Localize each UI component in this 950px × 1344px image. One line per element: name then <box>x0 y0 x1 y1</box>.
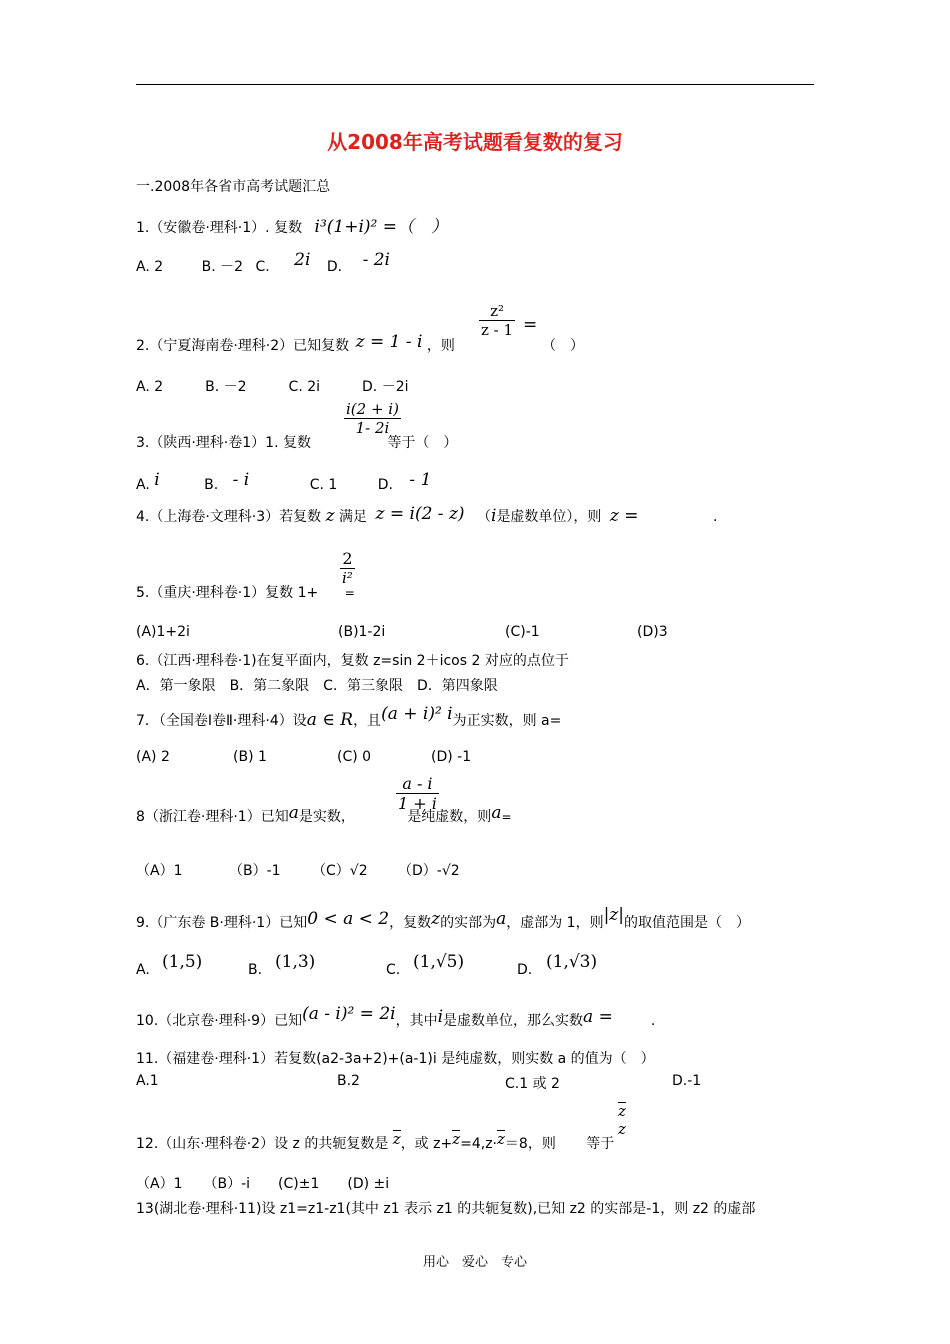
q9-choice-c-label: C. <box>386 962 401 978</box>
q5-choice-d: (D)3 <box>637 624 668 640</box>
q7-expr-1: a ∈ R <box>306 710 354 730</box>
q9-z: z <box>431 909 441 929</box>
q4-expr: z = i(2 - z) <box>375 504 465 524</box>
q11-choice-a: A.1 <box>136 1073 159 1089</box>
q5-frac-num: 2 <box>340 549 355 569</box>
q3-text: 3.（陕西·理科·卷1）1. 复数 <box>136 435 311 451</box>
q12-part-3: ＝8，则 <box>504 1136 556 1152</box>
q2-then: ，则 <box>426 338 455 354</box>
q10-a-answer: a = <box>583 1007 613 1027</box>
q4-note: 是虚数单位），则 <box>496 509 602 525</box>
q10-end: . <box>650 1013 656 1029</box>
q5-equals: = <box>344 586 355 600</box>
q9-abs-z: |z| <box>603 905 624 925</box>
q5-frac-den: i² <box>342 569 353 587</box>
q5-text: 5.（重庆·理科卷·1）复数 1+ <box>136 585 319 601</box>
q3-frac-den: 1- 2i <box>355 419 390 437</box>
q7-tail: 为正实数，则 a= <box>452 713 562 729</box>
q3-choice-d-math: - 1 <box>409 470 432 490</box>
q9-a: a <box>496 909 507 929</box>
q12-frac-den: z <box>618 1120 626 1138</box>
q2-text: 2.（宁夏海南卷·理科·2）已知复数 <box>136 338 350 354</box>
q8-choice-a: （A）1 <box>136 863 183 879</box>
question-4 <box>136 506 717 526</box>
q10-part-2: 是虚数单位，那么实数 <box>443 1013 584 1029</box>
q2-blank: （ ） <box>542 338 584 354</box>
q7-text: 7．（全国卷Ⅰ卷Ⅱ·理科·4）设 <box>136 713 307 729</box>
q5-choice-a: (A)1+2i <box>136 624 190 640</box>
q3-choice-a-math: i <box>154 470 160 490</box>
q2-frac-den: z - 1 <box>481 321 514 339</box>
question-12 <box>136 1130 615 1153</box>
q8-choice-d: （D）-√2 <box>398 863 460 879</box>
q12-part-2: =4,z· <box>460 1136 498 1152</box>
q8-equals: = <box>501 810 512 824</box>
q11-choice-c: C.1 或 2 <box>505 1076 560 1092</box>
q3-choice-a: A. <box>136 477 150 493</box>
q9-expr: 0 < a < 2 <box>307 909 390 929</box>
question-7 <box>136 704 562 730</box>
q1-choice-d-math: - 2i <box>362 250 390 270</box>
q12-zbar: z <box>392 1130 401 1148</box>
q5-choice-c: (C)-1 <box>505 624 540 640</box>
q2-choices: A. 2 B. －2 C. 2i D. －2i <box>136 379 409 395</box>
q4-mid: 满足 <box>339 509 368 525</box>
q9-part-3: ，虚部为 1，则 <box>506 915 604 931</box>
q5-choice-b: (B)1-2i <box>338 624 386 640</box>
q9-choice-d-label: D. <box>517 962 533 978</box>
q7-expr-2: (a + i)² i <box>381 704 453 724</box>
q12-fraction <box>616 1102 628 1138</box>
q1-choice-a: A. 2 <box>136 259 164 275</box>
page-footer: 用心 爱心 专心 <box>422 1255 527 1270</box>
question-2 <box>136 332 455 355</box>
q12-part-4: 等于 <box>586 1136 615 1152</box>
q7-choice-b: (B) 1 <box>233 749 267 765</box>
q1-text: 1.（安徽卷·理科·1）. 复数 <box>136 220 303 236</box>
q6-choices: A．第一象限 B．第二象限 C．第三象限 D．第四象限 <box>136 678 498 694</box>
header-rule <box>136 84 814 85</box>
q3-choice-b: B. <box>204 477 219 493</box>
q10-expr: (a - i)² = 2i <box>302 1004 396 1024</box>
q10-part-1: ，其中 <box>395 1013 438 1029</box>
q7-mid: ，且 <box>353 713 382 729</box>
q4-z: z <box>325 506 335 526</box>
q11-choice-b: B.2 <box>337 1073 360 1089</box>
q8-frac-num: a - i <box>396 774 439 794</box>
q8-frac-den: 1 + i <box>398 794 437 813</box>
q3-frac-num: i(2 + i) <box>346 400 399 418</box>
q8-a: a <box>288 803 299 823</box>
document-title: 从2008年高考试题看复数的复习 <box>327 130 623 154</box>
question-5 <box>136 582 355 602</box>
q1-choice-c-math: 2i <box>294 250 311 270</box>
q1-expr: i³(1+i)² =（ ） <box>314 217 449 237</box>
q8-choice-b: （B）-1 <box>229 863 281 879</box>
q4-paren: （ <box>477 509 491 525</box>
q2-fraction <box>479 302 515 339</box>
q9-choice-b-label: B. <box>248 962 263 978</box>
q3-choice-d: D. <box>377 477 393 493</box>
q2-frac-num: z² <box>479 302 515 321</box>
q10-i: i <box>437 1007 444 1027</box>
q4-i: i <box>491 506 497 526</box>
q9-part-2: 的实部为 <box>440 915 497 931</box>
q4-text: 4.（上海卷·文理科·3）若复数 <box>136 509 322 525</box>
q3-choice-c: C. 1 <box>309 477 338 493</box>
q3-choice-b-math: - i <box>232 470 250 490</box>
q7-choice-c: (C) 0 <box>337 749 372 765</box>
section-heading: 一.2008年各省市高考试题汇总 <box>136 179 331 195</box>
q9-choice-d: (1,√3) <box>546 952 598 972</box>
q4-end: . <box>712 509 718 525</box>
q12-choices: （A）1 （B）-i (C)±1 (D) ±i <box>136 1176 390 1192</box>
q2-expr: z = 1 - i <box>355 332 423 352</box>
q9-choice-a-label: A. <box>136 962 150 978</box>
question-9 <box>136 905 750 932</box>
q9-choice-a: (1,5) <box>162 952 203 972</box>
q9-part-1: ，复数 <box>389 915 432 931</box>
q7-choice-d: (D) -1 <box>431 749 472 765</box>
question-13: 13(湖北卷·理科·11)设 z1=z1-z1(其中 z1 表示 z1 的共轭复数),已知 z2 的实部是-1，则 z2 的虚部 <box>136 1201 756 1217</box>
q12-zbar-2: z <box>452 1130 461 1148</box>
q9-text: 9.（广东卷 B·理科·1）已知 <box>136 915 308 931</box>
q2-equals: = <box>523 315 538 335</box>
question-6: 6.（江西·理科卷·1)在复平面内，复数 z=sin 2＋icos 2 对应的点位于 <box>136 653 569 669</box>
q1-choice-d: D. <box>326 259 343 275</box>
q10-text: 10.（北京卷·理科·9）已知 <box>136 1013 303 1029</box>
q8-choice-c: （C）√2 <box>312 863 368 879</box>
question-10 <box>136 1004 656 1030</box>
q7-choice-a: (A) 2 <box>136 749 170 765</box>
q12-text: 12.（山东·理科卷·2）设 z 的共轭复数是 <box>136 1136 389 1152</box>
q9-choice-c: (1,√5) <box>413 952 465 972</box>
q8-text: 8（浙江卷·理科·1）已知 <box>136 809 289 825</box>
q9-part-4: 的取值范围是（ ） <box>624 915 750 931</box>
q3-choices <box>136 470 432 494</box>
q4-z-answer: z = <box>609 506 639 526</box>
q12-frac-num: z <box>618 1102 626 1120</box>
question-11: 11.（福建卷·理科·1）若复数(a2-3a+2)+(a-1)i 是纯虚数，则实数 a 的值为（ ） <box>136 1051 655 1067</box>
q8-a-answer: a <box>491 803 502 823</box>
q1-choices <box>136 250 390 276</box>
question-3 <box>136 432 457 452</box>
q8-tail: 是纯虚数，则 <box>407 809 492 825</box>
q1-choice-b: B. －2 <box>201 259 244 275</box>
q12-zbar-3: z <box>497 1130 505 1148</box>
q9-choice-b: (1,3) <box>275 952 316 972</box>
q11-choice-d: D.-1 <box>672 1073 702 1089</box>
q12-part-1: ，或 z+ <box>400 1136 453 1152</box>
q8-mid: 是实数， <box>298 809 355 825</box>
q12-frac-num-wrap <box>616 1102 628 1120</box>
question-1 <box>136 212 448 237</box>
q1-choice-c: C. <box>255 259 270 275</box>
q3-tail: 等于（ ） <box>387 435 458 451</box>
